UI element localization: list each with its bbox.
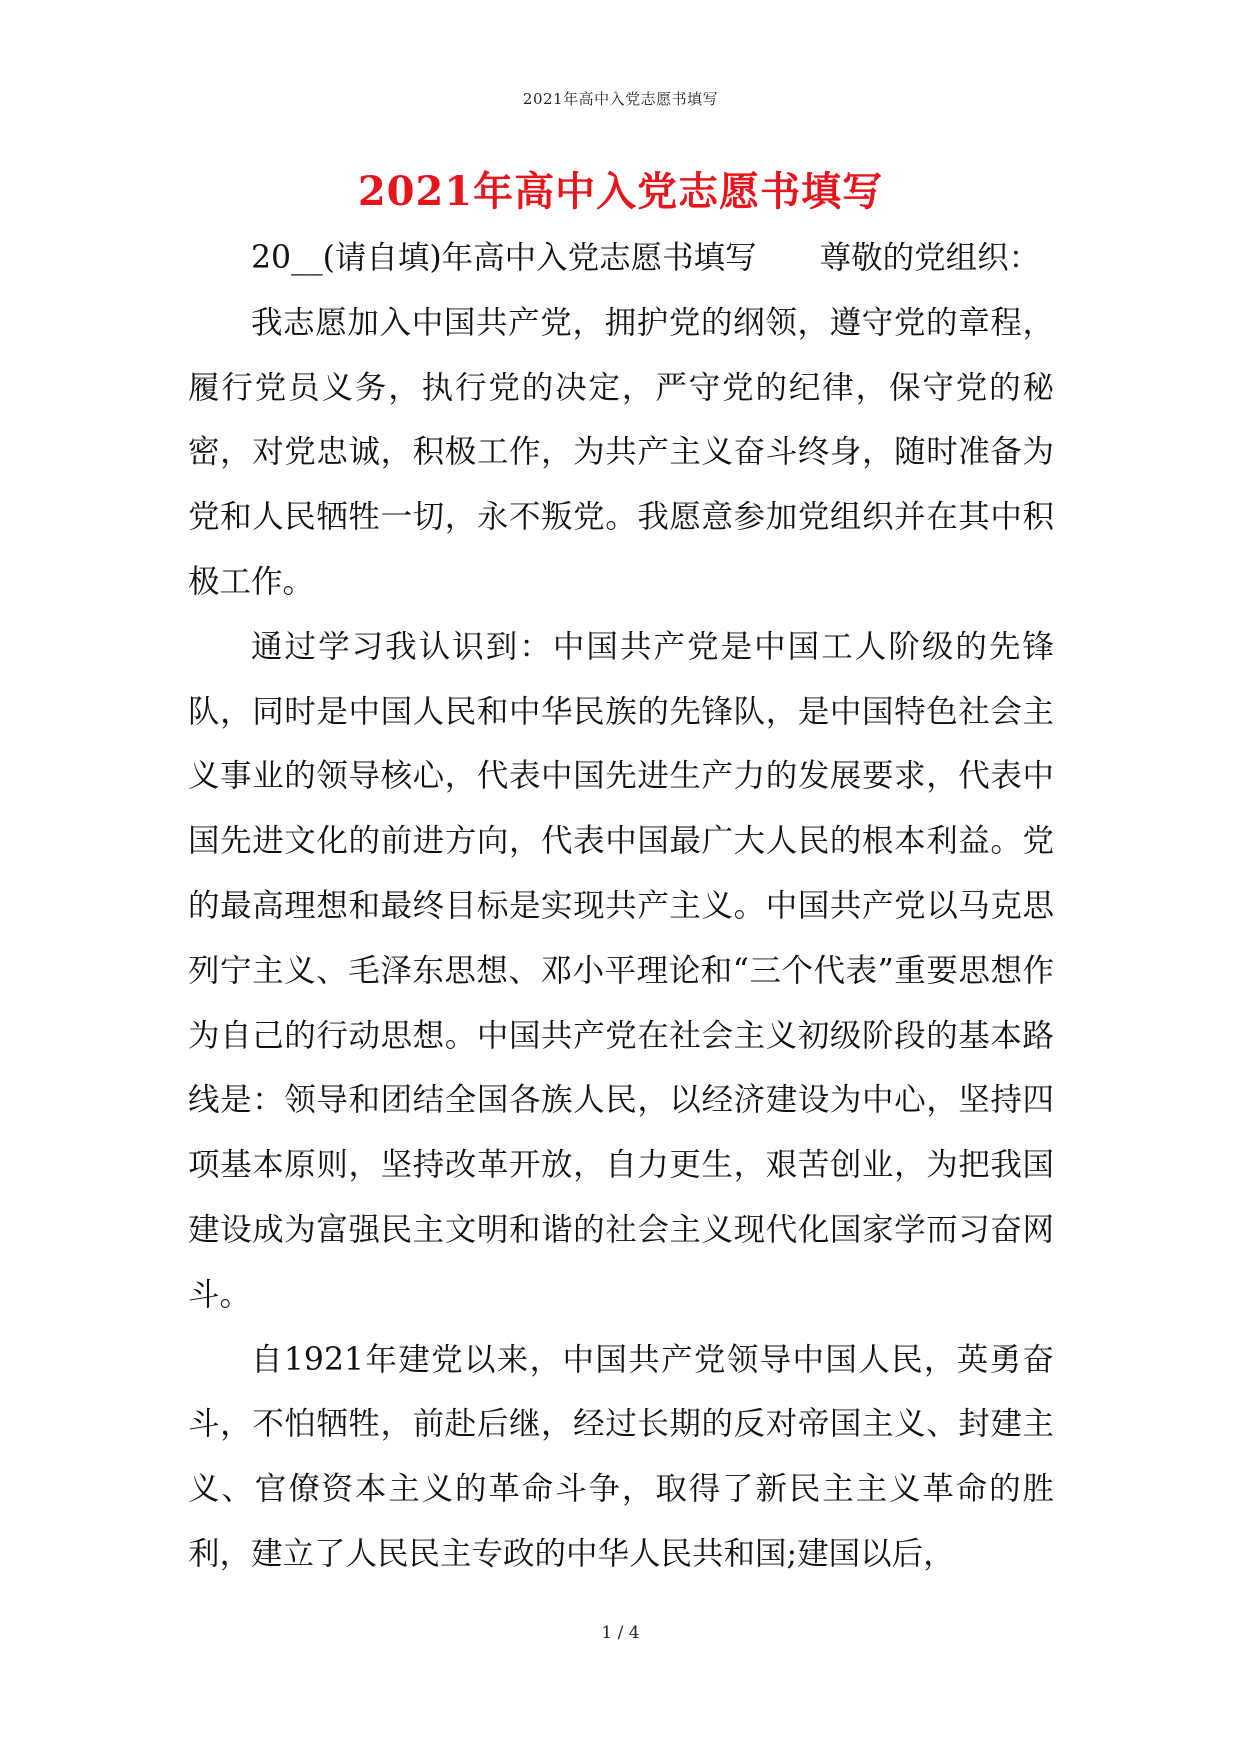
document-body [188,226,1054,1587]
paragraph-intro: 20__(请自填)年高中入党志愿书填写 尊敬的党组织： [251,240,1041,276]
paragraph-pledge: 我志愿加入中国共产党，拥护党的纲领，遵守党的章程，履行党员义务，执行党的决定，严守党的纪律，保守党的秘密，对党忠诚，积极工作，为共产主义奋斗终身，随时准备为党和人民牺牲一切，永不叛党。我愿意参加党组织并在其中积极工作。 [188,304,1054,600]
page-title: 2021年高中入党志愿书填写 [357,168,884,215]
paragraph-understanding: 通过学习我认识到：中国共产党是中国工人阶级的先锋队，同时是中国人民和中华民族的先锋队，是中国特色社会主义事业的领导核心，代表中国先进生产力的发展要求，代表中国先进文化的前进方向，代表中国最广大人民的根本利益。党的最高理想和最终目标是实现共产主义。中国共产党以马克思列宁主义、毛泽东思想、邓小平理论和“三个代表”重要思想作为自己的行动思想。中国共产党在社会主义初级阶段的基本路线是：领导和团结全国各族人民，以经济建设为中心，坚持四项基本原则，坚持改革开放，自力更生，艰苦创业，为把我国建设成为富强民主文明和谐的社会主义现代化国家学而习奋网斗。 [188,628,1054,1313]
paragraph-history: 自1921年建党以来，中国共产党领导中国人民，英勇奋斗，不怕牺牲，前赴后继，经过长期的反对帝国主义、封建主义、官僚资本主义的革命斗争，取得了新民主主义革命的胜利，建立了人民民主专政的中华人民共和国;建国以后， [188,1341,1054,1572]
running-header: 2021年高中入党志愿书填写 [522,90,719,108]
page-number: 1 / 4 [601,1623,640,1643]
